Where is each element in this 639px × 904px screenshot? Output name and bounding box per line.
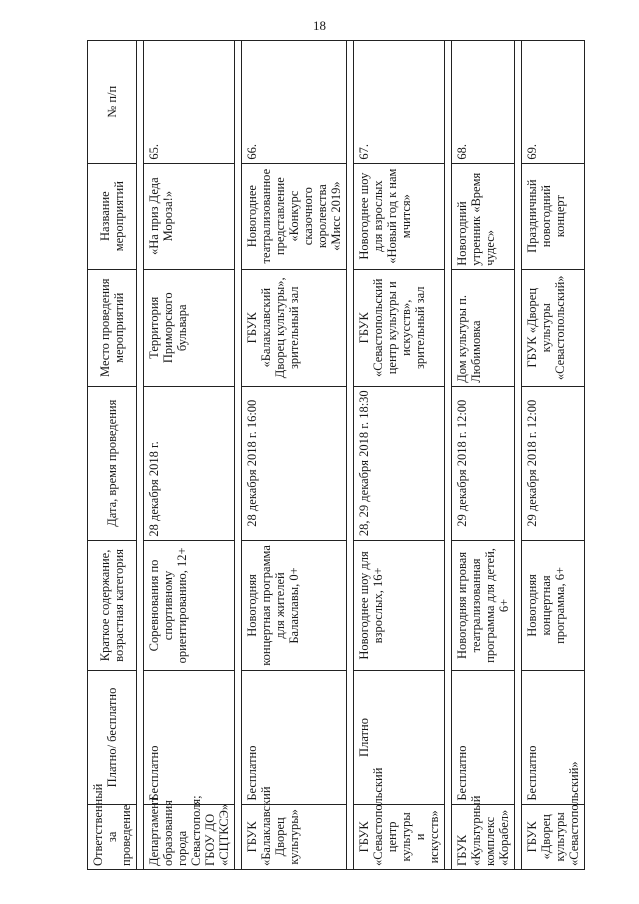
cell-place: Территория Приморского бульвара	[144, 269, 235, 386]
cell-responsible: ГБУК «Балаклавский Дворец культуры»	[242, 804, 347, 869]
cell-date: 29 декабря 2018 г. 12:00	[522, 386, 585, 540]
events-table	[87, 40, 585, 870]
cell-date: 28 декабря 2018 г. 16:00	[242, 386, 347, 540]
cell-summary: Новогодняя концертная программа, 6+	[522, 540, 585, 671]
cell-responsible: ГБУК «Культурный комплекс «Корабел»	[452, 804, 515, 869]
cell-number: 69.	[522, 41, 585, 164]
header-number: № п/п	[88, 41, 137, 164]
landscape-table-wrapper	[87, 40, 581, 870]
row-gap	[235, 41, 242, 870]
cell-responsible: ГБУК «Дворец культуры «Севастопольский»	[522, 804, 585, 869]
cell-summary: Новогодняя концертная программа для жителей Балаклавы, 0+	[242, 540, 347, 671]
cell-place: ГБУК «Дворец культуры «Севастопольский»	[522, 269, 585, 386]
cell-place: ГБУК «Балаклавский Дворец культуры», зрительный зал	[242, 269, 347, 386]
table-row	[242, 41, 347, 870]
header-gap	[137, 41, 144, 870]
row-gap	[445, 41, 452, 870]
row-gap	[347, 41, 354, 870]
cell-event-name: Новогоднее театрализованное представление «Конкурс сказочного королевства «Мисс 2019»	[242, 163, 347, 269]
cell-event-name: «На приз Деда Мороза!»	[144, 163, 235, 269]
cell-summary: Соревнования по спортивному ориентированию, 12+	[144, 540, 235, 671]
cell-summary: Новогодняя игровая театрализованная программа для детей, 6+	[452, 540, 515, 671]
cell-paid: Платно	[354, 671, 445, 804]
cell-number: 67.	[354, 41, 445, 164]
header-place: Место проведения мероприятий	[88, 269, 137, 386]
cell-paid: Бесплатно	[522, 671, 585, 804]
cell-event-name: Праздничный новогодний концерт	[522, 163, 585, 269]
header-responsible: Ответственный за проведение	[88, 804, 137, 869]
cell-responsible: Департамент образования города Севастополя; ГБОУ ДО «СЦТКСЭ»	[144, 804, 235, 869]
table-row	[522, 41, 585, 870]
header-summary: Краткое содержание, возрастная категория	[88, 540, 137, 671]
cell-paid: Бесплатно	[452, 671, 515, 804]
header-paid: Платно/ бесплатно	[88, 671, 137, 804]
page-number: 18	[313, 18, 326, 33]
cell-number: 66.	[242, 41, 347, 164]
cell-place: Дом культуры п. Любимовка	[452, 269, 515, 386]
cell-place: ГБУК «Севастопольский центр культуры и искусств», зрительный зал	[354, 269, 445, 386]
cell-date: 28, 29 декабря 2018 г. 18:30	[354, 386, 445, 540]
cell-event-name: Новогоднее шоу для взрослых «Новый год к нам мчится»	[354, 163, 445, 269]
header-date: Дата, время проведения	[88, 386, 137, 540]
row-gap	[515, 41, 522, 870]
cell-date: 28 декабря 2018 г.	[144, 386, 235, 540]
header-event-name: Название мероприятий	[88, 163, 137, 269]
cell-number: 68.	[452, 41, 515, 164]
cell-summary: Новогоднее шоу для взрослых, 16+	[354, 540, 445, 671]
table-row	[354, 41, 445, 870]
cell-paid: Бесплатно	[144, 671, 235, 804]
cell-paid: Бесплатно	[242, 671, 347, 804]
cell-number: 65.	[144, 41, 235, 164]
table-row	[452, 41, 515, 870]
table-row	[144, 41, 235, 870]
cell-responsible: ГБУК «Севастопольский центр культуры и искусств»	[354, 804, 445, 869]
table-header-row	[88, 41, 137, 870]
cell-date: 29 декабря 2018 г. 12:00	[452, 386, 515, 540]
cell-event-name: Новогодний утренник «Время чудес»	[452, 163, 515, 269]
